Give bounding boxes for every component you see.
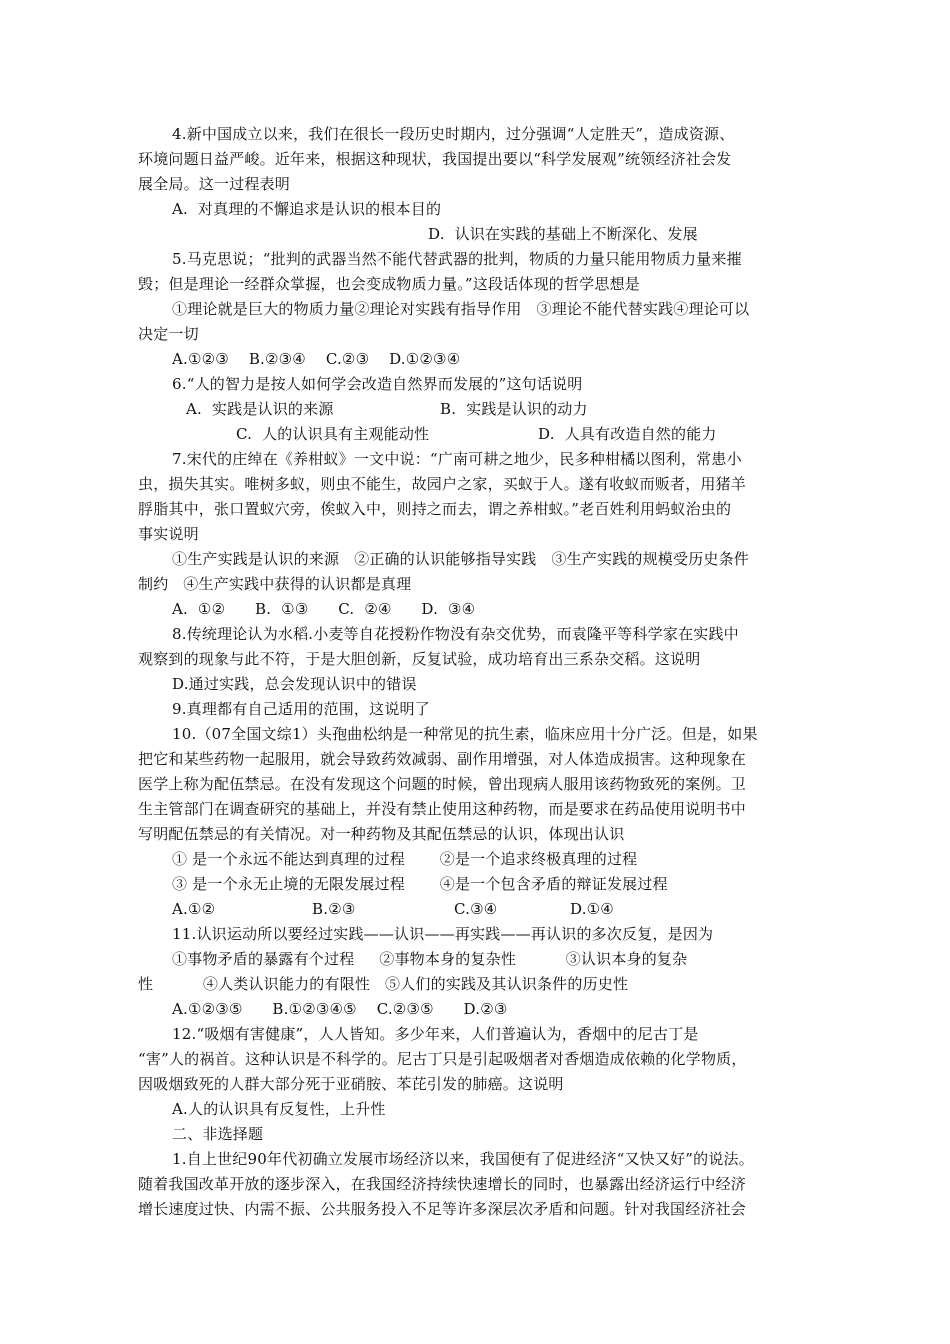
essay-1-line-3: 增长速度过快、内需不振、公共服务投入不足等许多深层次矛盾和问题。针对我国经济社会 xyxy=(138,1200,747,1218)
section-heading: 二、非选择题 xyxy=(172,1125,264,1143)
question-10-line-5: 写明配伍禁忌的有关情况。对一种药物及其配伍禁忌的认识，体现出认识 xyxy=(138,825,625,843)
question-10-option-a: A.①② xyxy=(172,900,216,918)
question-6-stem: 6.“人的智力是按人如何学会改造自然界而发展的”这句话说明 xyxy=(172,375,583,393)
question-11-statements-line-1: ①事物矛盾的暴露有个过程 ②事物本身的复杂性 ③认识本身的复杂 xyxy=(172,950,688,968)
question-7-statements-line-2: 制约 ④生产实践中获得的认识都是真理 xyxy=(138,575,412,593)
essay-1-line-2: 随着我国改革开放的逐步深入，在我国经济持续快速增长的同时，也暴露出经济运行中经济 xyxy=(138,1175,747,1193)
question-10-line-1: 10.（07全国文综1）头孢曲松纳是一种常见的抗生素，临床应用十分广泛。但是，如果 xyxy=(172,725,758,743)
question-8-option-d: D.通过实践，总会发现认识中的错误 xyxy=(172,675,417,693)
question-12-line-3: 因吸烟致死的人群大部分死于亚硝胺、苯芘引发的肺癌。这说明 xyxy=(138,1075,564,1093)
question-4-option-d: D. 认识在实践的基础上不断深化、发展 xyxy=(428,225,698,243)
question-10-line-3: 医学上称为配伍禁忌。在没有发现这个问题的时候，曾出现病人服用该药物致死的案例。卫 xyxy=(138,775,747,793)
question-11-statements-line-2: 性 ④人类认识能力的有限性 ⑤人们的实践及其认识条件的历史性 xyxy=(138,975,629,993)
question-12-line-2: “害”人的祸首。这种认识是不科学的。尼古丁只是引起吸烟者对香烟造成依赖的化学物质， xyxy=(138,1050,747,1068)
question-5-statements-line-2: 决定一切 xyxy=(138,325,199,343)
question-5-statements-line-1: ①理论就是巨大的物质力量②理论对实践有指导作用 ③理论不能代替实践④理论可以 xyxy=(172,300,750,318)
question-7-line-2: 虫，损失其实。唯树多蚁，则虫不能生，故园户之家，买蚁于人。遂有收蚁而贩者，用猪羊 xyxy=(138,475,747,493)
question-7-line-1: 7.宋代的庄绰在《养柑蚁》一文中说：“广南可耕之地少，民多种柑橘以图利，常患小 xyxy=(172,450,742,468)
question-12-option-a: A.人的认识具有反复性，上升性 xyxy=(172,1100,386,1118)
question-10-option-c: C.③④ xyxy=(454,900,498,918)
question-4-line-2: 环境问题日益严峻。近年来，根据这种现状，我国提出要以“科学发展观”统领经济社会发 xyxy=(138,150,732,168)
question-10-option-b: B.②③ xyxy=(312,900,356,918)
question-6-option-a: A. 实践是认识的来源 xyxy=(186,400,334,418)
question-8-line-1: 8.传统理论认为水稻.小麦等自花授粉作物没有杂交优势，而袁隆平等科学家在实践中 xyxy=(172,625,739,643)
question-7-options: A. ①② B. ①③ C. ②④ D. ③④ xyxy=(172,600,476,618)
question-7-statements-line-1: ①生产实践是认识的来源 ②正确的认识能够指导实践 ③生产实践的规模受历史条件 xyxy=(172,550,750,568)
question-7-line-4: 事实说明 xyxy=(138,525,199,543)
question-11-stem: 11.认识运动所以要经过实践——认识——再实践——再认识的多次反复，是因为 xyxy=(172,925,714,943)
question-4-line-3: 展全局。这一过程表明 xyxy=(138,175,291,193)
essay-1-line-1: 1.自上世纪90年代初确立发展市场经济以来，我国便有了促进经济“又快又好”的说法。 xyxy=(172,1150,754,1168)
question-11-options: A.①②③⑤ B.①②③④⑤ C.②③⑤ D.②③ xyxy=(172,1000,508,1018)
question-8-line-2: 观察到的现象与此不符，于是大胆创新，反复试验，成功培育出三系杂交稻。这说明 xyxy=(138,650,701,668)
question-10-line-4: 生主管部门在调查研究的基础上，并没有禁止使用这种药物，而是要求在药品使用说明书中 xyxy=(138,800,747,818)
question-5-line-2: 毁；但是理论一经群众掌握，也会变成物质力量。”这段话体现的哲学思想是 xyxy=(138,275,640,293)
question-10-statements-line-2: ③ 是一个永无止境的无限发展过程 ④是一个包含矛盾的辩证发展过程 xyxy=(172,875,668,893)
question-6-option-b: B. 实践是认识的动力 xyxy=(440,400,588,418)
question-10-line-2: 把它和某些药物一起服用，就会导致药效减弱、副作用增强，对人体造成损害。这种现象在 xyxy=(138,750,747,768)
question-5-line-1: 5.马克思说；“批判的武器当然不能代替武器的批判，物质的力量只能用物质力量来摧 xyxy=(172,250,742,268)
question-10-option-d: D.①④ xyxy=(570,900,614,918)
question-12-line-1: 12.“吸烟有害健康”，人人皆知。多少年来，人们普遍认为，香烟中的尼古丁是 xyxy=(172,1025,699,1043)
question-4-line-1: 4.新中国成立以来，我们在很长一段历史时期内，过分强调“人定胜天”，造成资源、 xyxy=(172,125,735,143)
question-10-statements-line-1: ① 是一个永远不能达到真理的过程 ②是一个追求终极真理的过程 xyxy=(172,850,638,868)
question-5-options: A.①②③ B.②③④ C.②③ D.①②③④ xyxy=(172,350,461,368)
question-4-option-a: A. 对真理的不懈追求是认识的根本目的 xyxy=(172,200,442,218)
question-6-option-d: D. 人具有改造自然的能力 xyxy=(538,425,717,443)
question-9-stem: 9.真理都有自己适用的范围，这说明了 xyxy=(172,700,430,718)
question-7-line-3: 脬脂其中，张口置蚁穴旁，俟蚁入中，则持之而去，谓之养柑蚁。”老百姓利用蚂蚁治虫的 xyxy=(138,500,732,518)
question-6-option-c: C. 人的认识具有主观能动性 xyxy=(236,425,430,443)
